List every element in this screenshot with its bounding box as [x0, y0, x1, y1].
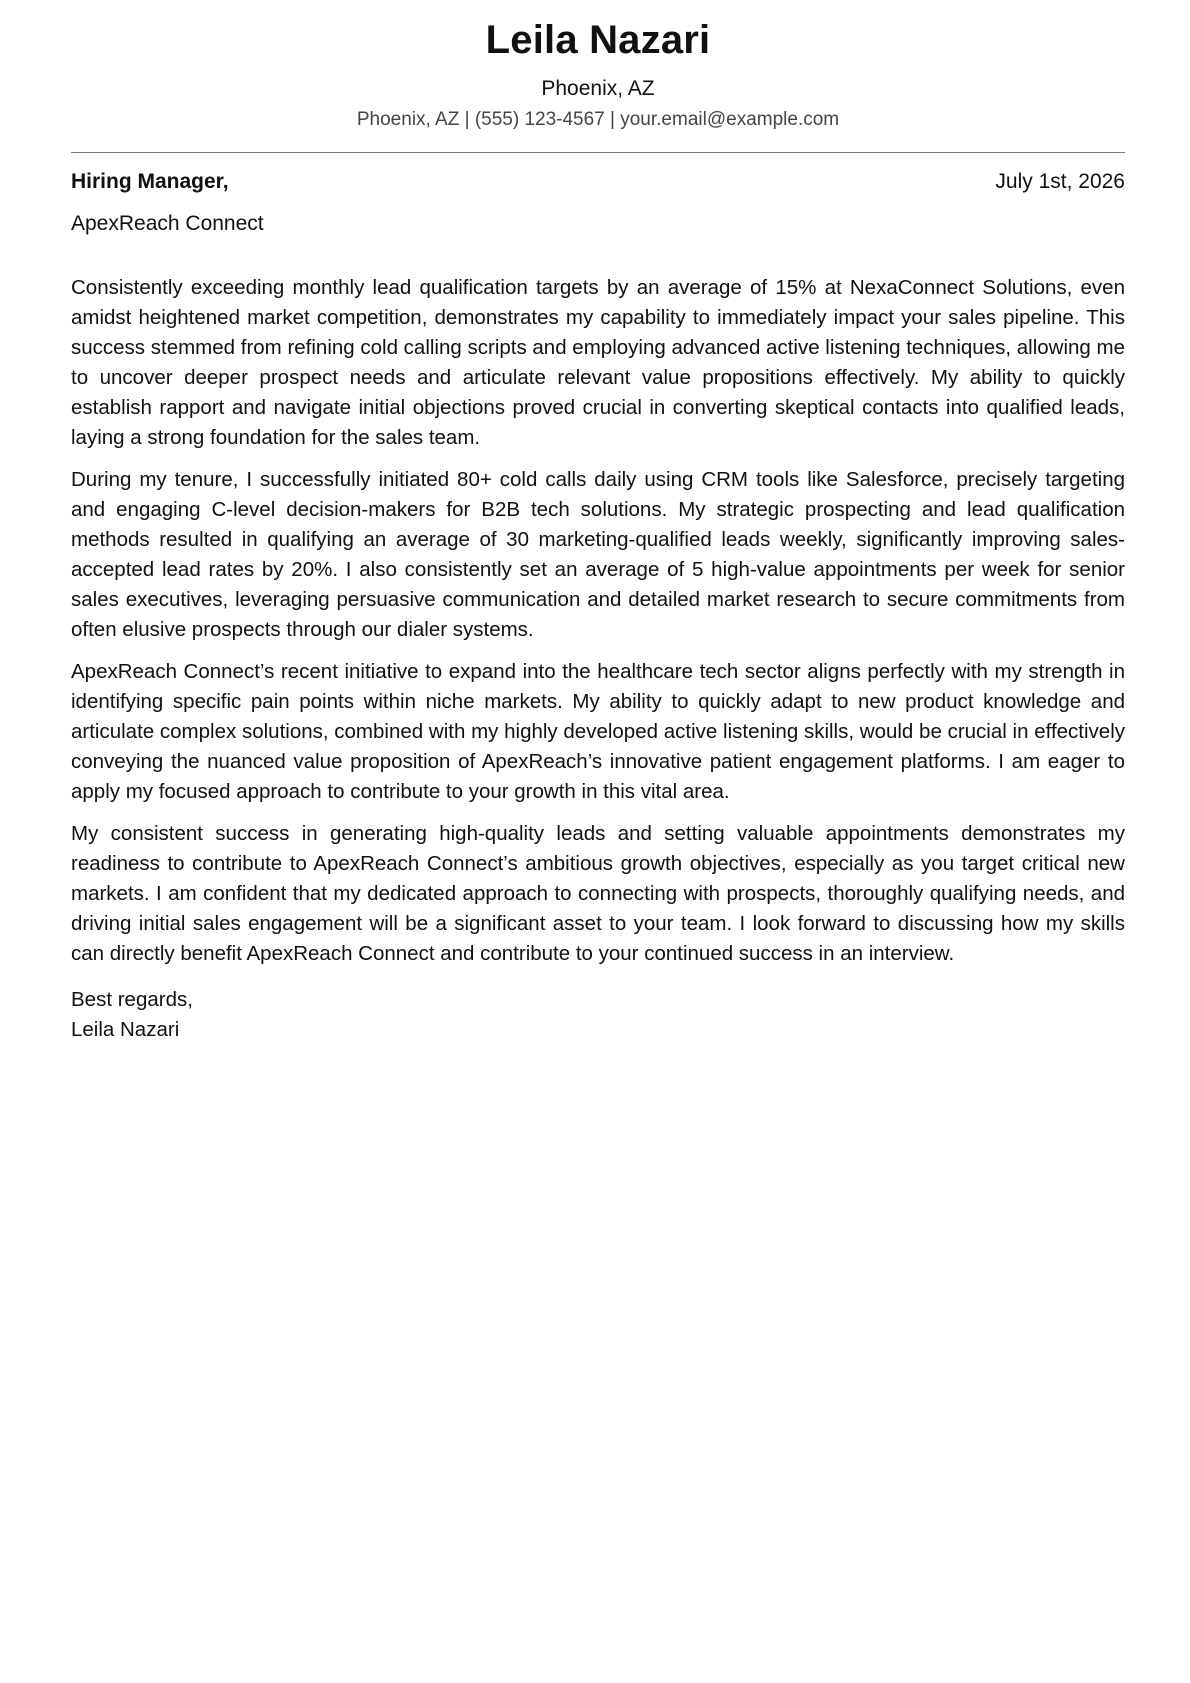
applicant-location: Phoenix, AZ: [541, 77, 655, 100]
cover-letter-page: [71, 0, 1125, 1045]
body-paragraph-3: ApexReach Connect’s recent initiative to expand into the healthcare tech sector aligns perfectly with my strength in identifying specific pain points within niche markets. My ability to quickly adapt to new product knowledge and articulate complex solutions, combined with my highly developed active listening skills, would be crucial in effectively conveying the nuanced value proposition of ApexReach’s innovative patient engagement platforms. I am eager to apply my focused approach to contribute to your growth in this vital area.: [71, 660, 1125, 803]
letter-header: [71, 16, 1125, 132]
body-paragraph-2: During my tenure, I successfully initiated 80+ cold calls daily using CRM tools like Salesforce, precisely targeting and engaging C-level decision-makers for B2B tech solutions. My strategic prospecting and lead qualification methods resulted in qualifying an average of 30 marketing-qualified leads weekly, significantly improving sales-accepted lead rates by 20%. I also consistently set an average of 5 high-value appointments per week for senior sales executives, leveraging persuasive communication and detailed market research to secure commitments from often elusive prospects through our dialer systems.: [71, 468, 1125, 641]
letter-body: [71, 273, 1125, 969]
body-paragraph-1: Consistently exceeding monthly lead qualification targets by an average of 15% at NexaConnect Solutions, even amidst heightened market competition, demonstrates my capability to immediately impact your sales pipeline. This success stemmed from refining cold calling scripts and employing advanced active listening techniques, allowing me to uncover deeper prospect needs and articulate relevant value propositions effectively. My ability to quickly establish rapport and navigate initial objections proved crucial in converting skeptical contacts into qualified leads, laying a strong foundation for the sales team.: [71, 276, 1125, 449]
letter-date: July 1st, 2026: [995, 170, 1125, 193]
recipient-greeting: Hiring Manager,: [71, 170, 229, 193]
closing-signature: Leila Nazari: [71, 1018, 180, 1041]
header-divider: [71, 152, 1125, 153]
applicant-name: Leila Nazari: [485, 18, 711, 62]
letter-closing: [71, 985, 1125, 1045]
body-paragraph-4: My consistent success in generating high-quality leads and setting valuable appointments demonstrates my readiness to contribute to ApexReach Connect’s ambitious growth objectives, especially as you target critical new markets. I am confident that my dedicated approach to connecting with prospects, thoroughly qualifying needs, and driving initial sales engagement will be a significant asset to your team. I look forward to discussing how my skills can directly benefit ApexReach Connect and contribute to your continued success in an interview.: [71, 822, 1125, 965]
closing-signoff: Best regards,: [71, 988, 193, 1011]
applicant-contact-line: Phoenix, AZ | (555) 123-4567 | your.email@example.com: [356, 109, 840, 130]
recipient-company: ApexReach Connect: [71, 212, 264, 235]
salutation-row: [71, 169, 1125, 195]
